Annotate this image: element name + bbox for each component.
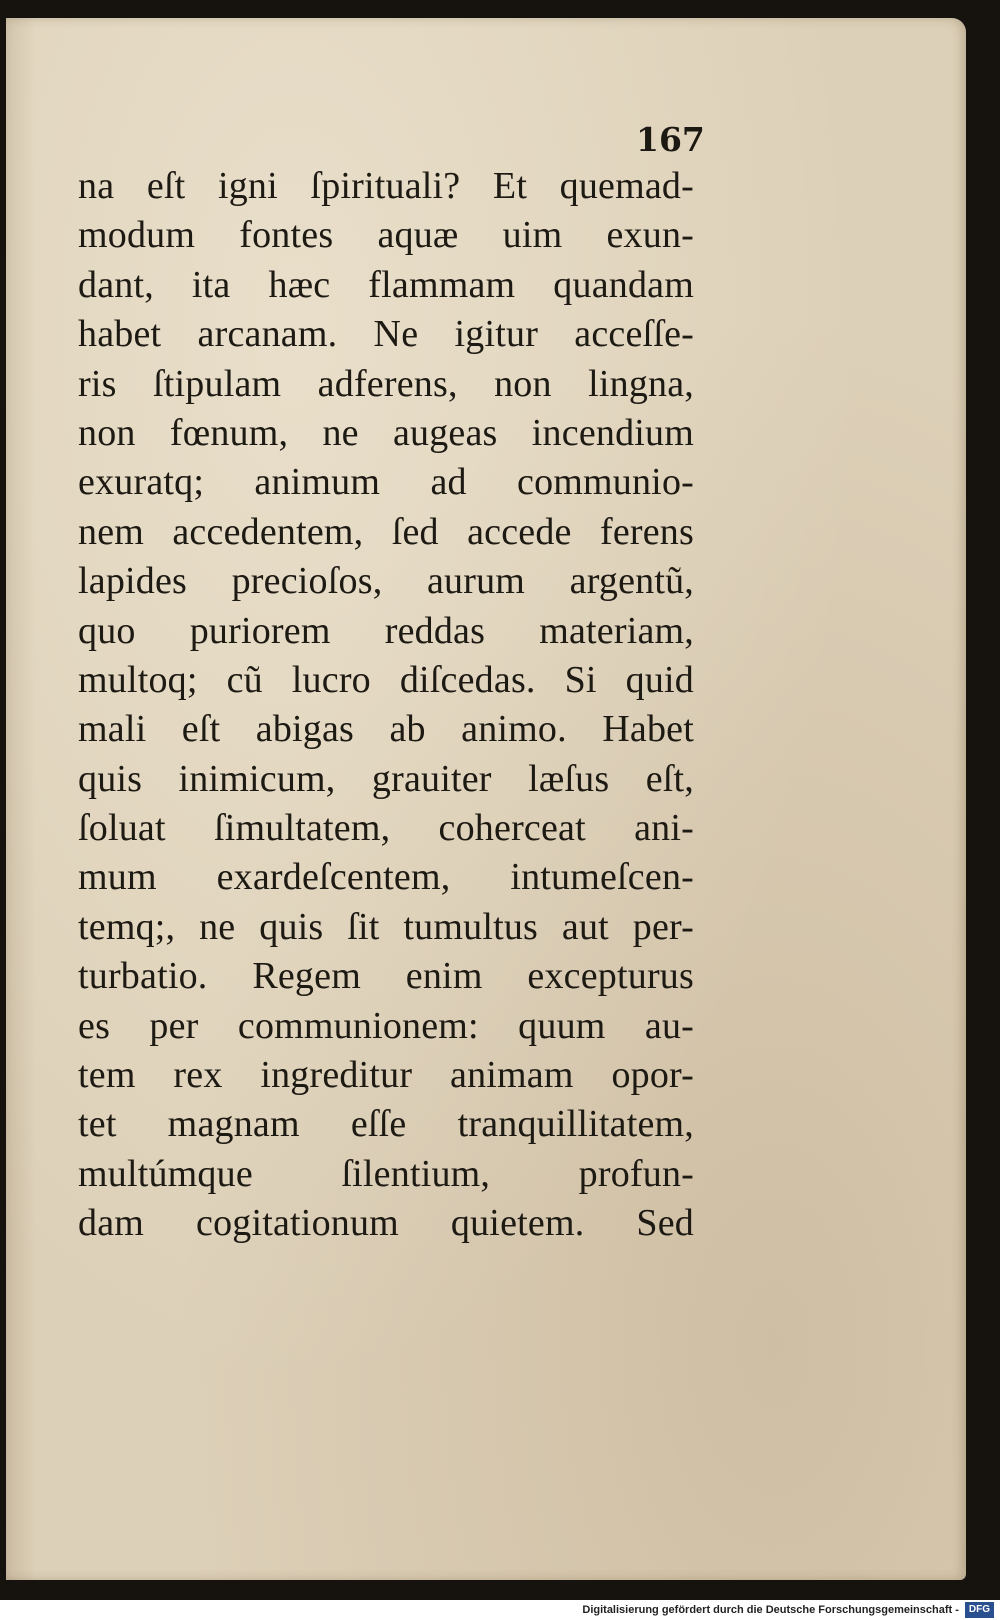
text-line: lapides precioſos, aurum argentũ,	[78, 560, 694, 603]
text-line: na eſt igni ſpirituali? Et quemad-	[78, 165, 694, 207]
footer-credit: Digitalisierung gefördert durch die Deutsche Forschungsgemeinschaft -	[582, 1604, 959, 1616]
text-line: dant, ita hæc flammam quandam	[78, 263, 694, 306]
text-line: nem accedentem, ſed accede ferens	[78, 510, 694, 553]
text-line: ſoluat ſimultatem, coherceat ani-	[78, 807, 694, 850]
text-line: multúmque ſilentium, profun-	[78, 1152, 694, 1195]
text-block	[78, 162, 694, 1249]
page-number: 167	[636, 120, 705, 159]
text-line: non fœnum, ne augeas incendium	[78, 411, 694, 454]
text-line: multoq; cũ lucro diſcedas. Si quid	[78, 658, 694, 701]
book-page	[6, 18, 966, 1580]
text-line: temq;, ne quis ſit tumultus aut per-	[78, 905, 694, 948]
text-line: mum exardeſcentem, intumeſcen-	[78, 856, 694, 899]
footer	[0, 1600, 994, 1620]
text-line: ris ſtipulam adferens, non lingna,	[78, 362, 694, 405]
text-line: modum fontes aquæ uim exun-	[78, 214, 694, 257]
text-line: habet arcanam. Ne igitur acceſſe-	[78, 313, 694, 356]
text-line: exuratq; animum ad communio-	[78, 461, 694, 504]
text-line: tem rex ingreditur animam opor-	[78, 1054, 694, 1097]
text-line: tet magnam eſſe tranquillitatem,	[78, 1103, 694, 1146]
text-line: dam cogitationum quietem. Sed	[78, 1202, 694, 1245]
text-line: quo puriorem reddas materiam,	[78, 609, 694, 652]
text-line: quis inimicum, grauiter læſus eſt,	[78, 757, 694, 800]
text-line: mali eſt abigas ab animo. Habet	[78, 708, 694, 751]
text-line: turbatio. Regem enim excepturus	[78, 955, 694, 998]
text-line: es per communionem: quum au-	[78, 1004, 694, 1047]
dfg-logo: DFG	[965, 1602, 994, 1618]
